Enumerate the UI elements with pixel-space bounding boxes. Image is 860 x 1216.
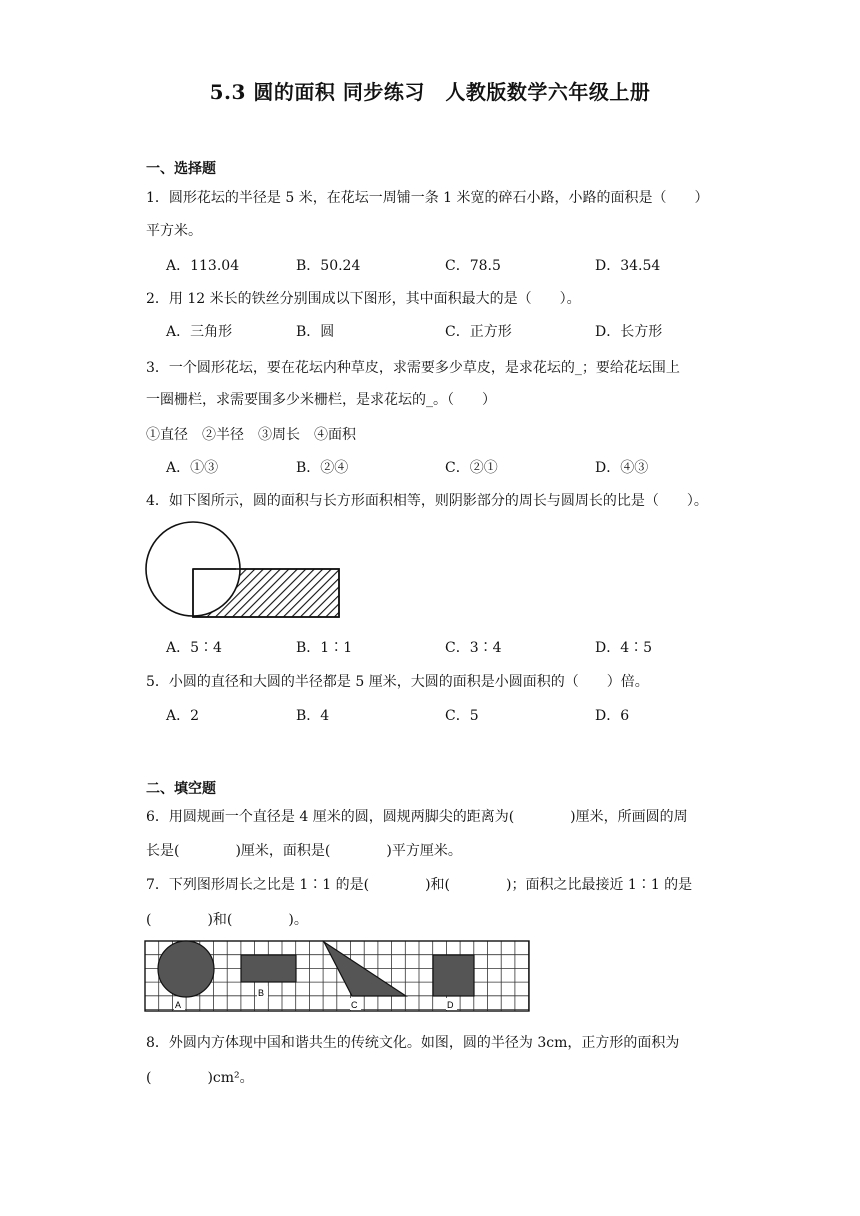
- question-2-text: 2．用 12 米长的铁丝分别围成以下图形，其中面积最大的是（ ）。: [146, 291, 581, 307]
- question-3-text: 3．一个圆形花坛，要在花坛内种草皮，求需要多少草皮，是求花坛的_；要给花坛围上: [146, 360, 680, 376]
- label-c: C: [351, 1000, 358, 1010]
- q1-option-b: B．50.24: [296, 258, 361, 274]
- section-heading-choice: 一、选择题: [146, 161, 216, 177]
- question-6-text-cont: 长是( )厘米，面积是( )平方厘米。: [146, 843, 462, 859]
- q2-option-d: D．长方形: [595, 324, 663, 340]
- q2-option-c: C．正方形: [445, 324, 512, 340]
- question-5-text: 5．小圆的直径和大圆的半径都是 5 厘米，大圆的面积是小圆面积的（ ）倍。: [146, 674, 649, 690]
- q4-circle-rectangle-figure: [144, 518, 344, 620]
- q5-option-c: C．5: [445, 708, 479, 724]
- label-d: D: [447, 1000, 454, 1010]
- question-1-text-cont: 平方米。: [146, 223, 202, 239]
- q1-option-d: D．34.54: [595, 258, 661, 274]
- q5-option-a: A．2: [166, 708, 200, 724]
- shape-d-square: [433, 955, 474, 996]
- q5-option-b: B．4: [296, 708, 330, 724]
- question-3-text-cont: 一圈栅栏，求需要围多少米栅栏，是求花坛的_。（ ）: [146, 392, 496, 408]
- shape-a-circle: [158, 941, 214, 997]
- q5-option-d: D．6: [595, 708, 630, 724]
- q3-option-b: B．②④: [296, 460, 349, 476]
- shape-b-rectangle: [241, 955, 296, 982]
- q4-option-b: B．1∶1: [296, 640, 353, 656]
- section-heading-fill-blank: 二、填空题: [146, 781, 216, 797]
- question-8-text: 8．外圆内方体现中国和谐共生的传统文化。如图，圆的半径为 3cm，正方形的面积为: [146, 1035, 680, 1051]
- question-7-text-cont: ( )和( )。: [146, 912, 308, 928]
- q3-option-c: C．②①: [445, 460, 498, 476]
- question-3-choices-legend: ①直径 ②半径 ③周长 ④面积: [146, 427, 356, 443]
- q1-option-c: C．78.5: [445, 258, 501, 274]
- page-title: 5.3 圆的面积 同步练习 人教版数学六年级上册: [209, 80, 651, 104]
- q3-option-a: A．①③: [166, 460, 219, 476]
- q4-option-a: A．5∶4: [166, 640, 222, 656]
- q4-option-c: C．3∶4: [445, 640, 502, 656]
- question-4-text: 4．如下图所示，圆的面积与长方形面积相等，则阴影部分的周长与圆周长的比是（ ）。: [146, 493, 708, 509]
- shape-c-triangle: [324, 942, 406, 996]
- label-a: A: [175, 1000, 182, 1010]
- q2-option-b: B．圆: [296, 324, 335, 340]
- q2-option-a: A．三角形: [166, 324, 233, 340]
- q3-option-d: D．④③: [595, 460, 649, 476]
- q1-option-a: A．113.04: [166, 258, 240, 274]
- question-6-text: 6．用圆规画一个直径是 4 厘米的圆，圆规两脚尖的距离为( )厘米，所画圆的周: [146, 809, 688, 825]
- label-b: B: [258, 988, 265, 998]
- question-7-text: 7．下列图形周长之比是 1∶1 的是( )和( )；面积之比最接近 1∶1 的是: [146, 877, 693, 893]
- q7-grid-figure: [144, 940, 532, 1014]
- question-8-text-cont: ( )cm²。: [146, 1070, 254, 1086]
- q4-option-d: D．4∶5: [595, 640, 653, 656]
- question-1-text: 1．圆形花坛的半径是 5 米，在花坛一周铺一条 1 米宽的碎石小路，小路的面积是（ ）: [146, 190, 709, 206]
